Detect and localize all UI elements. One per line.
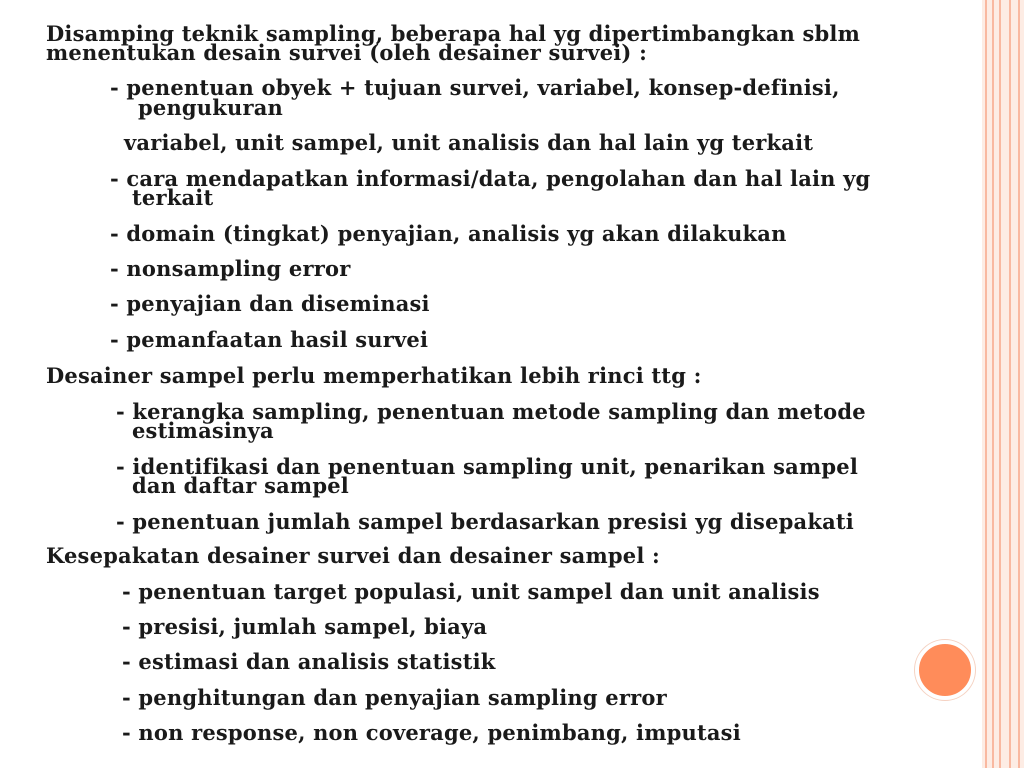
sampler-item-1-line-1: - kerangka sampling, penentuan metode sampling dan metode (116, 399, 866, 424)
sampler-heading: Desainer sampel perlu memperhatikan lebih rinci ttg : (46, 363, 702, 388)
stripe (985, 0, 987, 768)
agreement-item-1: - penentuan target populasi, unit sampel dan unit analisis (122, 579, 820, 604)
intro-item-6: - pemanfaatan hasil survei (110, 327, 429, 352)
stripe (992, 0, 994, 768)
agreement-item-5: - non response, non coverage, penimbang, imputasi (122, 720, 741, 745)
sampler-item-3: - penentuan jumlah sampel berdasarkan presisi yg disepakati (116, 509, 854, 534)
agreement-item-4: - penghitungan dan penyajian sampling error (122, 685, 667, 710)
agreement-item-3: - estimasi dan analisis statistik (122, 649, 496, 674)
sampler-item-2-line-1: - identifikasi dan penentuan sampling unit, penarikan sampel (116, 454, 858, 479)
intro-line-2: menentukan desain survei (oleh desainer survei) : (46, 40, 648, 65)
sampler-item-1-line-2: estimasinya (132, 418, 274, 443)
sampler-item-2-line-2: dan daftar sampel (132, 473, 349, 498)
intro-item-2-line-2: terkait (132, 185, 214, 210)
intro-item-2-line-1: - cara mendapatkan informasi/data, pengolahan dan hal lain yg (110, 166, 871, 191)
stripe (1009, 0, 1011, 768)
intro-item-5: - penyajian dan diseminasi (110, 291, 430, 316)
intro-item-4: - nonsampling error (110, 256, 351, 281)
intro-item-1-line-3: variabel, unit sampel, unit analisis dan hal lain yg terkait (124, 130, 814, 155)
stripe (999, 0, 1001, 768)
intro-item-1-line-2: pengukuran (138, 95, 284, 120)
decorative-stripes (982, 0, 1024, 768)
intro-line-1: Disamping teknik sampling, beberapa hal yg dipertimbangkan sblm (46, 21, 861, 46)
intro-item-3: - domain (tingkat) penyajian, analisis yg akan dilakukan (110, 221, 787, 246)
stripe (1018, 0, 1020, 768)
agreement-heading: Kesepakatan desainer survei dan desainer sampel : (46, 543, 660, 568)
intro-item-1-line-1: - penentuan obyek + tujuan survei, variabel, konsep-definisi, (110, 75, 840, 100)
agreement-item-2: - presisi, jumlah sampel, biaya (122, 614, 488, 639)
